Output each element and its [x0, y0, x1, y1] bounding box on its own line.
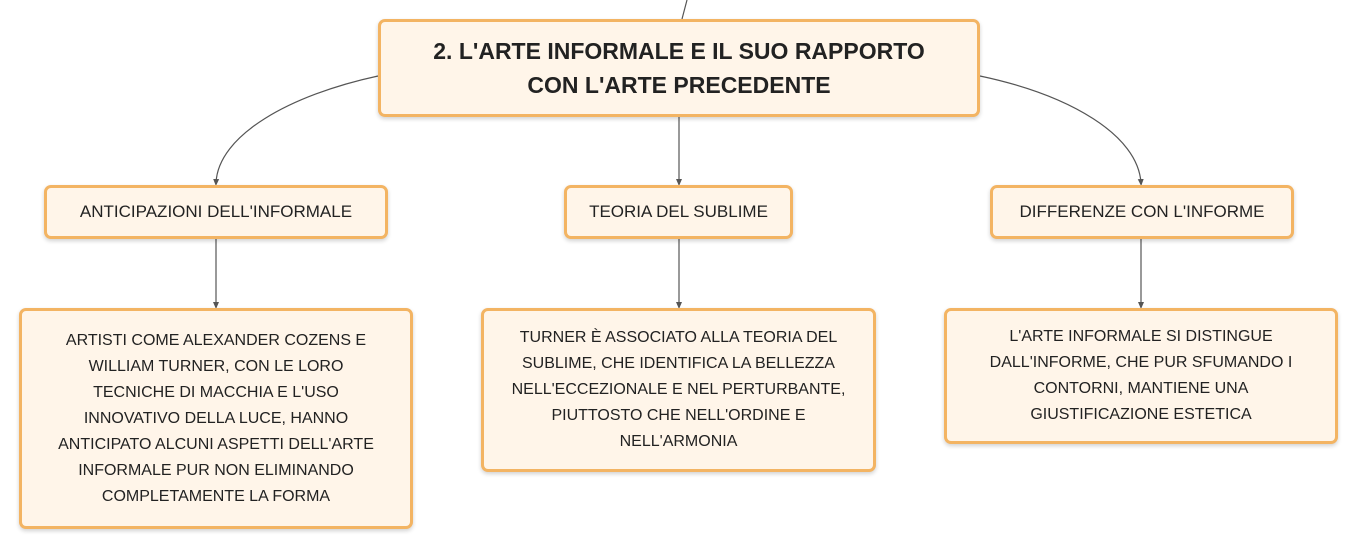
branch-label: DIFFERENZE CON L'INFORME: [1019, 202, 1265, 221]
incoming-connector: [682, 0, 687, 19]
detail-node-differenze[interactable]: [944, 308, 1338, 444]
branch-node-sublime[interactable]: [564, 185, 793, 239]
detail-text: TURNER È ASSOCIATO ALLA TEORIA DEL SUBLIME, CHE IDENTIFICA LA BELLEZZA NELL'ECCEZIONALE E NEL PERTURBANTE, PIUTTOSTO CHE NELL'ORDINE E NELL'ARMONIA: [511, 329, 846, 450]
detail-text: ARTISTI COME ALEXANDER COZENS E WILLIAM TURNER, CON LE LORO TECNICHE DI MACCHIA E L'USO INNOVATIVO DELLA LUCE, HANNO ANTICIPATO ALCUNI ASPETTI DELL'ARTE INFORMALE PUR NON ELIMINANDO COMPLETAMENTE LA FORMA: [58, 331, 374, 505]
connector-root-to-anticipazioni: [216, 76, 378, 183]
branch-label: ANTICIPAZIONI DELL'INFORMALE: [79, 202, 353, 221]
root-topic-node[interactable]: [378, 19, 980, 117]
branch-node-differenze[interactable]: [990, 185, 1294, 239]
detail-node-sublime[interactable]: [481, 308, 876, 472]
branch-node-anticipazioni[interactable]: [44, 185, 388, 239]
branch-label: TEORIA DEL SUBLIME: [589, 202, 768, 221]
root-topic-title: 2. L'ARTE INFORMALE E IL SUO RAPPORTO CON L'ARTE PRECEDENTE: [433, 38, 925, 98]
detail-text: L'ARTE INFORMALE SI DISTINGUE DALL'INFORME, CHE PUR SFUMANDO I CONTORNI, MANTIENE UNA GIUSTIFICAZIONE ESTETICA: [989, 328, 1293, 423]
connector-root-to-differenze: [980, 76, 1141, 183]
detail-node-anticipazioni[interactable]: [19, 308, 413, 529]
